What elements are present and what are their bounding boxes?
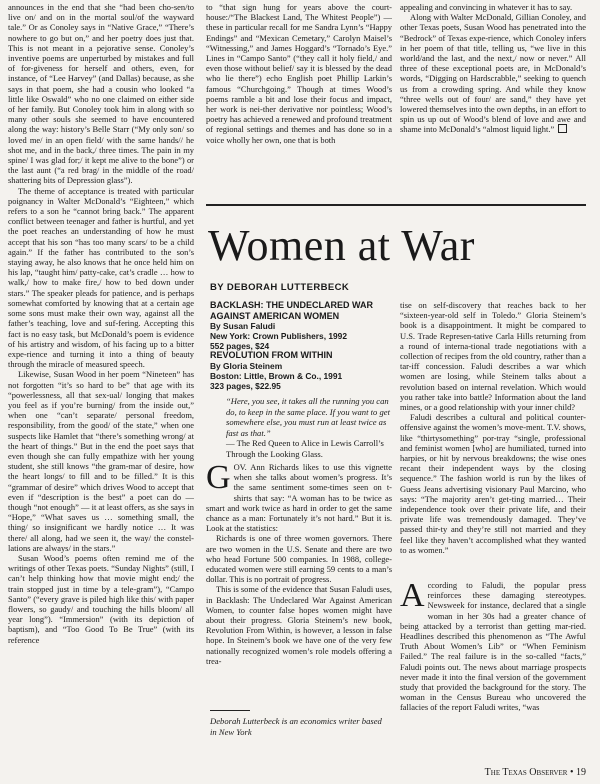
middle-column-body (206, 462, 392, 702)
book-1-publisher: New York: Crown Publishers, 1992 (210, 331, 347, 341)
publication-name: The Texas Observer (484, 767, 568, 778)
book-2-title: REVOLUTION FROM WITHIN (210, 350, 333, 360)
left-paragraph-2: The theme of acceptance is treated with particular poignancy in Walter McDonald’s “Eighteen,” which refers to a son he “cannot bring back.” The apparent conflict between teenager and father is hurtful, and yet the poet reaches an understanding of how he must accept that his son “has too many scars/ to be a child again.” If the father has contributed to the son’s staying away, he also knows that he once held him on his lap, “taught him/ patty-cake, cat’s cradle … how to walk,/ how to make fire,/ how to bed down under stars.” The speaker pleads for patience, and is perhaps somewhat comforted by knowing that at a certain age some sons must make their own way, against all the father’s teaching, love and suf-fering. Accepting this fact is no easy task, but McDonald’s poem is evidence of his artistry and wisdom, of his facing up to a bitter expe-rience and turning it into a thing of beauty through the miracle of measured speech. (8, 185, 194, 370)
right-top-paragraph-2 (400, 12, 586, 134)
section-paragraph (400, 580, 586, 713)
book-1-details: 552 pages, $24 (210, 341, 270, 351)
opening-text: OV. Ann Richards likes to use this vignette when she talks about women’s progress. It’s the same sentiment some-times seen on t-shirts that say: “A woman has to be twice as smart and work twice as hard in order to get the same chance as a man: Fortunately it’s not hard.” But it is. Look at the statistics: (206, 462, 392, 534)
middle-column-top (206, 2, 392, 192)
epigraph-quote: “Here, you see, it takes all the running you can do, to keep in the same place. If you want to get somewhere else, you must run at least twice as fast as that.” (226, 396, 390, 438)
right-body-paragraph-2: Faludi describes a cultural and political counter-offensive against the women’s move-ment. T.V. shows, like “thirtysomething” por-tray “single, professional and feminist women [who] are humiliated, turned into harpies, or hit by nervous breakdowns; the wise ones recant their independent ways by the closing sequence.” The fashion world is run by the likes of Guess Jeans advertising visionary Paul Marcino, who says: “The majority aren’t get-ting married… Their independence took over their private life, and their private life was tremendously damaged. They’ve passed thir-ty and they’re still not married and they feel like they haven’t accomplished what they wanted to as women.” (400, 412, 586, 555)
left-paragraph-1: announces in the end that she “had been cho-sen/to live on/ and on in the mortal soul/of the wayward tale.” Or as Conoley says in “Native Grace,” “There’s nowhere to go but on,” and her poetry does just that. This is not meant in a pejorative sense. Conoley’s inventive poems are unperturbed by mistakes and full of for-giveness for herself and others, even, for instance, of “Lee Harvey” (and Dallas) because, as she says in that poem, she had a cousin who looked “a little like Oswald” who no one claimed on either side of her family. But Conoley took him in along with so many other souls she seemed to have encountered along the way: history’s Belle Starr (“My only son/ so loved me/ in an open field/ with the same hands// he shot me, and in the back,/ three times. The pain in my spine/ I was glad for;/ it kept me alive to the bone”) or the last aunt (“a red brag/ in the middle of the road/ shattering bits of Depression glass”). (8, 2, 194, 186)
left-paragraph-4: Susan Wood’s poems often remind me of the writings of other Texas poets. “Sunday Nights” (still, I can’t help thinking how that movie might end;/ the train stopped just in time by a tele-gram”), “Campo Santo” (“every grave is piled high like this/ with paper flowers, so gaudy/ and touching the hills bloom/ all year long”). “Immersion” (with its depiction of baptism), and “Too Good To Be True” (with its reference (8, 552, 194, 645)
footer-separator: • (569, 767, 574, 778)
bio-divider (210, 710, 250, 711)
end-mark-icon (558, 124, 567, 133)
book-1-title: BACKLASH: THE UNDECLARED WAR AGAINST AMERICAN WOMEN (210, 300, 373, 321)
right-column-body (400, 300, 586, 580)
drop-cap-2: A (400, 580, 425, 614)
book-1-author: By Susan Faludi (210, 321, 276, 331)
book-2-details: 323 pages, $22.95 (210, 380, 281, 391)
section-text: ccording to Faludi, the popular press reinforces these damaging stereotypes. Newsweek for instance, declared that a single woman in her 30s had a greater chance of being attacked by a terrorist than getting mar-ried. Headlines described this phenomenon as “The Awful Truth About Women’s Lib” or “When Feminism Failed.” The real failure is in the so-called “facts,” Faludi points out. The news about marriage prospects never made it into the final version of the government study that provided the background for the story. The woman in the Census Bureau who uncovered the fallacies of the report Faludi writes, “was (400, 580, 586, 713)
right-column-body-2 (400, 580, 586, 772)
middle-body-paragraph-1: Richards is one of three women governors. There are two women in the U.S. Senate and there are two who head Fortune 500 companies. In 1988, college-educated women were still earning 59 cents to a man’s dollar. This is no portrait of progress. (206, 533, 392, 585)
epigraph (226, 396, 392, 460)
page-number: 19 (576, 767, 586, 778)
author-bio: Deborah Lutterbeck is an economics writer based in New York (210, 716, 382, 737)
book-info-1 (210, 300, 390, 351)
middle-top-paragraph: to “that sign hung for years above the court-house:/“The Blackest Land, The Whitest People”) — these in particular recall for me Sandra Lynn’s “Happy Endings” and “Mexican Cemetary,” Carolyn Maisel’s “Witnessing,” and James Hoggard’s “Tornado’s Eye.” Lines in “Campo Santo” (“they call it holy field,/ and even those without belief/ say it is blessed by the dead who lie there”) echo English poet Phillip Larkin’s famous “Churchgoing.” Though at times Wood’s poems ramble a bit and lose their focus and impact, her work is nei-ther derivative nor pointless; Wood’s poetry has achieved a renewed and profound treatment of regional settings and themes and has done so in a voice wholly her own, one that is both (206, 2, 392, 145)
drop-cap: G (206, 462, 231, 496)
article-title: Women at War (208, 221, 475, 270)
left-paragraph-3: Likewise, Susan Wood in her poem “Nineteen” has not forgotten “it’s so hard to be” that age with its “powerlessness, all that sex-ual/ longing that makes you feel as if you’re burning/ from the inside out,” when one “can’t separate/ personal freedom, responsibility, from the good/ of the state,” when one suspects like Hamlet that “there’s something wrong/ at the heart of things.” But in the end the poet says that even though she can fully empathize with her young student, she still knows “the gram-mar of desire, how the heart longs/ to fill and to be filled.” It is this “grammar of desire” which drives Wood to accept that even if “description is the best” a poet can do — though “not enough” — it at least offers, as she says in “Hope,” “What saves us … something small, the thing/ so insignificant we hardly notice … It was there/ all along, had we seen it, the way/ the constel-lations are always/ in the stars.” (8, 369, 194, 553)
page-footer (485, 767, 586, 778)
book-2-author: By Gloria Steinem (210, 360, 283, 371)
left-column (8, 2, 194, 772)
opening-paragraph (206, 462, 392, 533)
right-body-paragraph-1: tise on self-discovery that reaches back to her “sixteen-year-old self in Toledo.” Gloria Steinem’s book is a disappointment. It might be compared to U.S. Trade Represen-tative Carla Hills returning from a round of interna-tional trade negotiations with a collection of recipes from the old country, rather than a tar-iff concession. Faludi describes a war which women are losing, while Steinem talks about a revolution based on internal revelation. Which would you rather take into battle? Information about the land mines, or a good relationship with your inner child? (400, 300, 586, 413)
book-2-publisher: Boston: Little, Brown & Co., 1991 (210, 370, 343, 381)
right-column-top (400, 2, 586, 192)
epigraph-attribution: — The Red Queen to Alice in Lewis Carroll’s Through the Looking Glass. (226, 438, 384, 459)
article-divider (206, 204, 586, 206)
middle-body-paragraph-2: This is some of the evidence that Susan Faludi uses, in Backlash: The Undeclared War Against American Women, to counter false hopes women might have about their progress. Gloria Steinem’s new book, Revolution From Within, is however, a lesson in false hope. In Steinem’s book we have one of the very few nationally recognized women’s role models offering a trea- (206, 584, 392, 666)
book-info-2 (210, 350, 390, 391)
right-top-paragraph-2-text: Along with Walter McDonald, Gillian Conoley, and other Texas poets, Susan Wood has penetrated into the “Bedrock” of Texas expe-rience, which Conoley infers in her poem of that title, telling us, “we live in this world/and the last, and the next,/ now or never.” All three of these exceptional poets are, in McDonald’s words, “Digging on Hardscrabble,” seeking to quench us from a crowding spring. And while they know “three wells out of four/ are sand,” they have yet lowered themselves into the own depths, in an effort to spin us up out of Wood’s blend of love and awe and shame into McDonald’s “almost liquid light.” (400, 12, 586, 135)
byline: BY DEBORAH LUTTERBECK (210, 282, 350, 293)
right-top-paragraph-1: appealing and convincing in whatever it has to say. (400, 2, 573, 12)
